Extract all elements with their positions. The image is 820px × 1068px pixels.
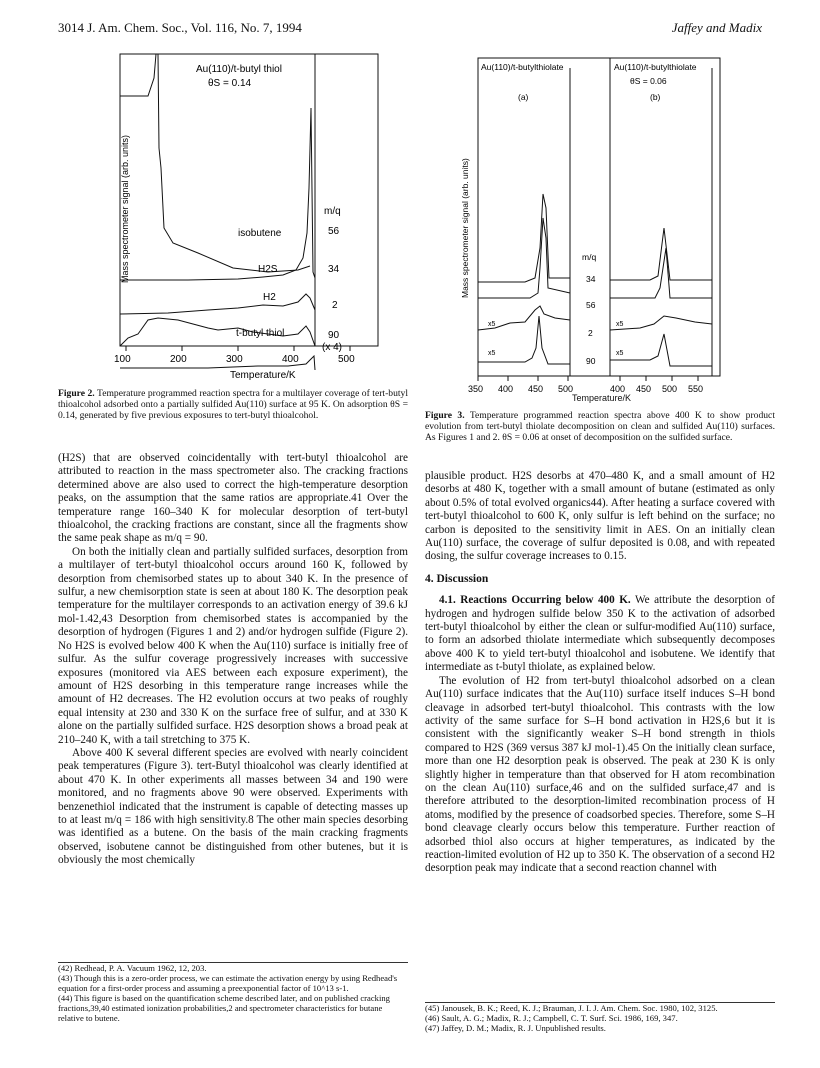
fig2-series-mq-h2: 2 (332, 300, 338, 311)
figure-2-chart (58, 48, 408, 386)
fig3b-trace-34 (610, 228, 712, 280)
fig3a-xtick: 350 (468, 384, 484, 394)
fig3b-xtick: 500 (662, 384, 678, 394)
fig3a-xtick: 450 (528, 384, 544, 394)
right-footnotes (425, 1002, 775, 1033)
footnote: (47) Jaffey, D. M.; Madix, R. J. Unpublished results. (425, 1023, 606, 1034)
subsection-title: 4.1. Reactions Occurring below 400 K. (439, 594, 631, 607)
running-header-right: Jaffey and Madix (671, 20, 762, 35)
left-paragraph: On both the initially clean and partially sulfided surfaces, desorption from a multilayer of tert-butyl thioalcohol occurs around 160 K, followed by desorption from chemisorbed states up to about 340 K. In the presence of sulfur, a new chemisorption state is seen at about 180 K. The desorption peak temperature for the multilayer corresponds to an activation energy of 39.6 kJ mol-1.42,43 Desorption from chemisorbed states is accompanied by the desorption of hydrogen (Figures 1 and 2) and/or hydrogen sulfide (Figure 2). No H2S is evolved below 400 K when the Au(110) surface is initially free of sulfur. As the sulfur coverage progressively increases with successive exposures (monitored via AES between each exposure experiment), the amount of H2S desorbing in this temperature range increases while the amount of H2 decreases. The H2 evolution occurs at two peaks of roughly equal intensity at 230 and 330 K on the surface free of sulfur, and at 330 K alone on the partially sulfided surface. H2S desorption shows a broad peak at 210–240 K, with a tail stretching to 375 K. (58, 545, 408, 746)
fig2-series-mult-tbt: (x 4) (322, 342, 342, 353)
fig3b-xtick: 450 (636, 384, 652, 394)
figure-3-chart (440, 48, 770, 400)
fig2-series-label-h2: H2 (263, 292, 276, 303)
fig3b-panel: (b) (650, 92, 661, 102)
figure-2-caption-label: Figure 2. (58, 388, 95, 399)
right-paragraph: The evolution of H2 from tert-butyl thioalcohol adsorbed on a clean Au(110) surface indicates that the Au(110) surface itself induces S–H bond cleavage in adsorbed tert-butyl thioalcohol. This contrasts with the low activity of the same surface for S–H bond activation in H2S,6 but it is consistent with the significantly weaker S–H bond strength in thiols compared to H2S (369 versus 387 kJ mol-1).45 On the initially clean surface, more than one H2 desorption peak is observed. The peak at 230 K is only slightly higher in temperature than that observed for H atom recombination on the clean Au(110) surface,46 and on the sulfided surface,47 and is therefore attributed to the desorption-limited recombination process of H atoms, modified by the presence of coadsorbed species. Therefore, some S–H bond cleavage clearly occurs below this temperature. Further reaction of adsorbed thiol also occurs at higher temperatures, as indicated by the reaction-limited evolution of H2 up to 350 K. The observation of a second H2 desorption peak may indicate that a second reaction channel with (425, 674, 775, 875)
fig3-mq-90: 90 (586, 356, 596, 366)
fig2-subtitle: θS = 0.14 (208, 78, 252, 89)
fig3a-trace-56 (478, 218, 570, 298)
left-column-text (58, 452, 408, 868)
fig3b-mult-2: x5 (616, 321, 624, 328)
figure-2-caption-text: Temperature programmed reaction spectra for a multilayer coverage of tert-butyl thioalcohol adsorbed onto a partially sulfided Au(110) surface at 95 K. On adsorption θS = 0.14, generated by five previous exposures to tert-butyl thioalcohol. (58, 388, 408, 422)
footnote: (44) This figure is based on the quantification scheme described later, and on published cracking fractions,39,40 estimated ionization probabilities,2 and spectrometer characteristics for butane relative to butene. (58, 993, 390, 1024)
footnote: (42) Redhead, P. A. Vacuum 1962, 12, 203. (58, 963, 207, 973)
fig3a-mult-2: x5 (488, 321, 496, 328)
footnote: (43) Though this is a zero-order process, we can estimate the activation energy by using Redhead's equation for a first-order process and assuming a preexponential factor of 10^13 s-1. (58, 973, 398, 994)
fig2-series-mq-isobutene: 56 (328, 226, 340, 237)
left-paragraph: (H2S) that are observed coincidentally with tert-butyl thioalcohol are attributed to reaction in the mass spectrometer also. The cracking fractions determined above are also used to correct the high-temperature desorption peaks, on the assumption that the same ratios are appropriate.41 Over the temperature range 160–340 K for molecular desorption of tert-butyl thioalcohol, the cracking fractions are constant, since all the fragments show the same peak shape as m/q = 90. (58, 452, 408, 545)
fig2-series-mq-tbt: 90 (328, 330, 340, 341)
fig3-mq-56: 56 (586, 300, 596, 310)
fig3a-trace-34 (478, 194, 570, 282)
right-paragraph: We attribute the desorption of hydrogen and hydrogen sulfide below 350 K to the activation of adsorbed tert-butyl thioalcohol by either the clean or sulfur-modified Au(110) surface, to form an adsorbed thiolate intermediate which subsequently decomposes above 400 K to yield tert-butyl thioalcohol and isobutene. We identify that intermediate as t-butyl thiolate, as explained below. (425, 594, 775, 674)
fig2-xtick: 200 (170, 354, 187, 365)
fig2-xtick: 400 (282, 354, 299, 365)
trace-h2s (120, 294, 315, 314)
left-paragraph: Above 400 K several different species are evolved with nearly coincident peak temperatures (Figure 3). tert-Butyl thioalcohol was clearly identified at about 470 K. In other experiments all masses between 34 and 190 were monitored, and no fragments above 90 were observed. Experiments with benzenethiol indicated that the instrument is capable of detecting masses up to at least m/q = 186 with high sensitivity.8 The other main species desorbing was identified as a butene. On the basis of the main cracking fragments observed, isobutene cannot be distinguished from other butenes, but it is obviously the most chemically (58, 746, 408, 867)
fig3-xlabel: Temperature/K (572, 393, 632, 403)
figure-2-caption (58, 388, 408, 422)
trace-h2 (120, 318, 315, 346)
fig3b-trace-2 (610, 316, 712, 330)
section-heading: 4. Discussion (425, 572, 489, 585)
trace-isobutene (120, 108, 315, 280)
fig3b-xtick: 400 (610, 384, 626, 394)
fig3a-xtick: 500 (558, 384, 574, 394)
fig2-ylabel: Mass spectrometer signal (arb. units) (120, 134, 130, 283)
fig2-xlabel: Temperature/K (230, 370, 296, 381)
left-footnotes (58, 962, 408, 1024)
fig2-xticks (114, 354, 355, 365)
figure-3-caption-label: Figure 3. (425, 410, 465, 421)
right-column-text (425, 470, 775, 876)
fig3a-xtick: 400 (498, 384, 514, 394)
fig2-series-label-tbt: t-butyl thiol (236, 328, 285, 339)
fig3a-mult-90: x5 (488, 350, 496, 357)
fig3b-title: Au(110)/t-butylthiolate (614, 62, 697, 72)
fig2-title: Au(110)/t-butyl thiol (196, 64, 282, 75)
footnote: (46) Sault, A. G.; Madix, R. J.; Campbell, C. T. Surf. Sci. 1986, 169, 347. (425, 1013, 678, 1024)
fig2-series-mq-h2s: 34 (328, 264, 340, 275)
fig2-mq-label: m/q (324, 206, 341, 217)
fig2-series-label-isobutene: isobutene (238, 228, 282, 239)
fig3b-mult-90: x5 (616, 350, 624, 357)
running-header-left: 3014 J. Am. Chem. Soc., Vol. 116, No. 7, 1994 (58, 20, 302, 35)
fig3-mq-label: m/q (582, 252, 597, 262)
fig2-xtick: 500 (338, 354, 355, 365)
right-paragraph: plausible product. H2S desorbs at 470–480 K, and a small amount of H2 desorbs at 480 K, together with a small amount of butane (estimated as only about 0.5% of total evolved organics44). After heating a surface covered with tert-butyl thioalcohol to 600 K, only sulfur is left behind on the surface; no carbon is deposited to the sensitivity limit in AES. On an initially clean Au(110) surface, the coverage of sulfur deposited is 0.08, and with repeated dosing, the sulfur coverage increases to 0.15. (425, 470, 775, 563)
fig2-xtick: 300 (226, 354, 243, 365)
fig2-xtick: 100 (114, 354, 131, 365)
fig3b-trace-90 (610, 334, 712, 366)
fig3b-subtitle: θS = 0.06 (630, 76, 667, 86)
footnote: (45) Janousek, B. K.; Reed, K. J.; Brauman, J. I. J. Am. Chem. Soc. 1980, 102, 3125. (425, 1003, 718, 1013)
fig3a-subtitle: (a) (518, 92, 529, 102)
figure-3-caption (425, 410, 775, 444)
fig3-mq-2: 2 (588, 328, 593, 338)
figure-3-caption-text: Temperature programmed reaction spectra above 400 K to show product evolution from tert-butyl thiolate decomposition on clean and sulfided Au(110) surfaces. As Figures 1 and 2. θS = 0.06 at onset of decomposition on the sulfided surface. (425, 410, 775, 444)
fig3b-xtick: 550 (688, 384, 704, 394)
fig3-ylabel: Mass spectrometer signal (arb. units) (460, 158, 470, 298)
fig3-mq-34: 34 (586, 274, 596, 284)
fig3a-title: Au(110)/t-butylthiolate (481, 62, 564, 72)
fig2-series-label-h2s: H2S (258, 264, 278, 275)
